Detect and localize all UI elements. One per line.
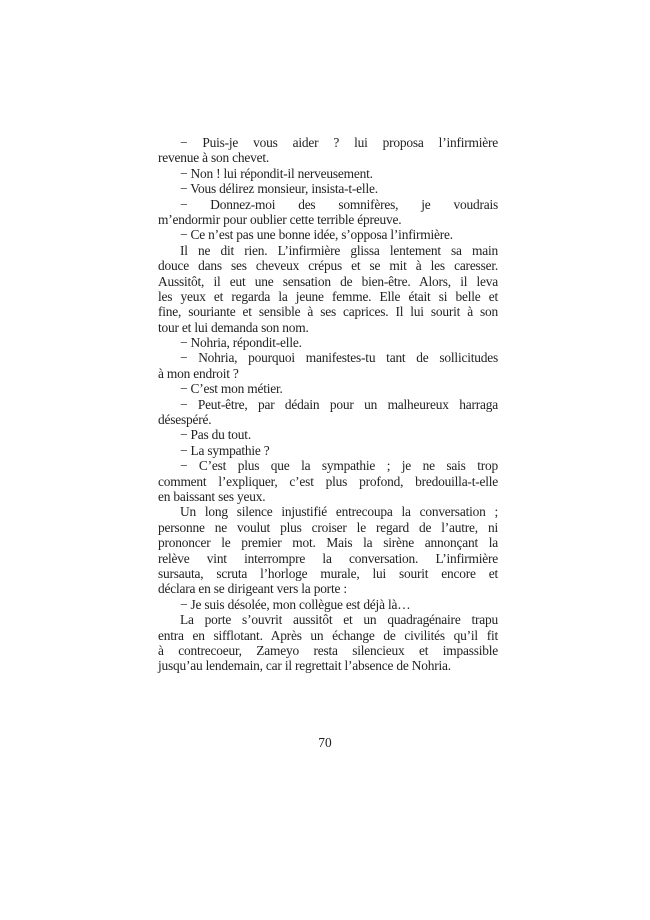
paragraph <box>158 135 498 166</box>
text-line: déclara en se dirigeant vers la porte : <box>158 581 347 597</box>
paragraph <box>158 458 498 504</box>
text-line: tour et lui demanda son nom. <box>158 319 309 335</box>
paragraph <box>158 397 498 428</box>
text-line: les yeux et regarda la jeune femme. Elle était si belle et <box>158 288 498 304</box>
paragraph <box>158 612 498 674</box>
text-line: − La sympathie ? <box>180 442 270 458</box>
text-line: Un long silence injustifié entrecoupa la conversation ; <box>180 504 498 520</box>
text-line: Il ne dit rien. L’infirmière glissa lentement sa main <box>180 242 498 258</box>
paragraph <box>158 197 498 228</box>
text-line: − Puis-je vous aider ? lui proposa l’infirmière <box>180 135 498 150</box>
text-line: − Je suis désolée, mon collègue est déjà là… <box>180 596 411 612</box>
text-line: à mon endroit ? <box>158 365 239 381</box>
paragraph <box>158 381 498 396</box>
text-line: − C’est mon métier. <box>180 381 283 397</box>
text-line: − Ce n’est pas une bonne idée, s’opposa l’infirmière. <box>180 227 453 243</box>
text-line: revenue à son chevet. <box>158 150 270 166</box>
paragraph <box>158 443 498 458</box>
text-line: douce dans ses cheveux crépus et se mit à les caresser. <box>158 258 498 274</box>
paragraph <box>158 597 498 612</box>
text-line: fine, souriante et sensible à ses caprices. Il lui sourit à son <box>158 304 498 320</box>
body-text <box>158 135 498 674</box>
paragraph <box>158 504 498 596</box>
paragraph <box>158 335 498 350</box>
text-line: m’endormir pour oublier cette terrible épreuve. <box>158 211 402 227</box>
paragraph <box>158 227 498 242</box>
text-line: − Vous délirez monsieur, insista-t-elle. <box>180 181 378 197</box>
text-line: entra en sifflotant. Après un échange de civilités qu’il fit <box>158 627 498 643</box>
text-line: désespéré. <box>158 412 212 428</box>
text-line: sursauta, scruta l’horloge murale, lui sourit encore et <box>158 565 498 581</box>
text-line: − Peut-être, par dédain pour un malheureux harraga <box>180 396 498 412</box>
text-line: comment l’expliquer, c’est plus profond, bredouilla-t-elle <box>158 473 498 489</box>
paragraph <box>158 427 498 442</box>
text-line: − Pas du tout. <box>180 427 251 443</box>
text-line: relève vint interrompre la conversation. L’infirmière <box>158 550 498 566</box>
paragraph <box>158 166 498 181</box>
paragraph <box>158 181 498 196</box>
text-line: jusqu’au lendemain, car il regrettait l’absence de Nohria. <box>158 658 451 674</box>
text-line: − Nohria, répondit-elle. <box>180 335 302 351</box>
text-line: en baissant ses yeux. <box>158 488 266 504</box>
text-line: − Nohria, pourquoi manifestes-tu tant de sollicitudes <box>180 350 498 366</box>
paragraph <box>158 350 498 381</box>
page-number: 70 <box>318 735 332 750</box>
text-line: à contrecoeur, Zameyo resta silencieux et impassible <box>158 642 498 658</box>
paragraph <box>158 243 498 335</box>
text-line: Aussitôt, il eut une sensation de bien-être. Alors, il leva <box>158 273 498 289</box>
text-line: − Non ! lui répondit-il nerveusement. <box>180 165 373 181</box>
text-line: − C’est plus que la sympathie ; je ne sais trop <box>180 458 498 474</box>
text-line: La porte s’ouvrit aussitôt et un quadragénaire trapu <box>180 612 498 628</box>
text-line: personne ne voulut plus croiser le regard de l’autre, ni <box>158 519 498 535</box>
text-line: prononcer le premier mot. Mais la sirène annonçant la <box>158 535 498 551</box>
text-line: − Donnez-moi des somnifères, je voudrais <box>180 196 498 212</box>
